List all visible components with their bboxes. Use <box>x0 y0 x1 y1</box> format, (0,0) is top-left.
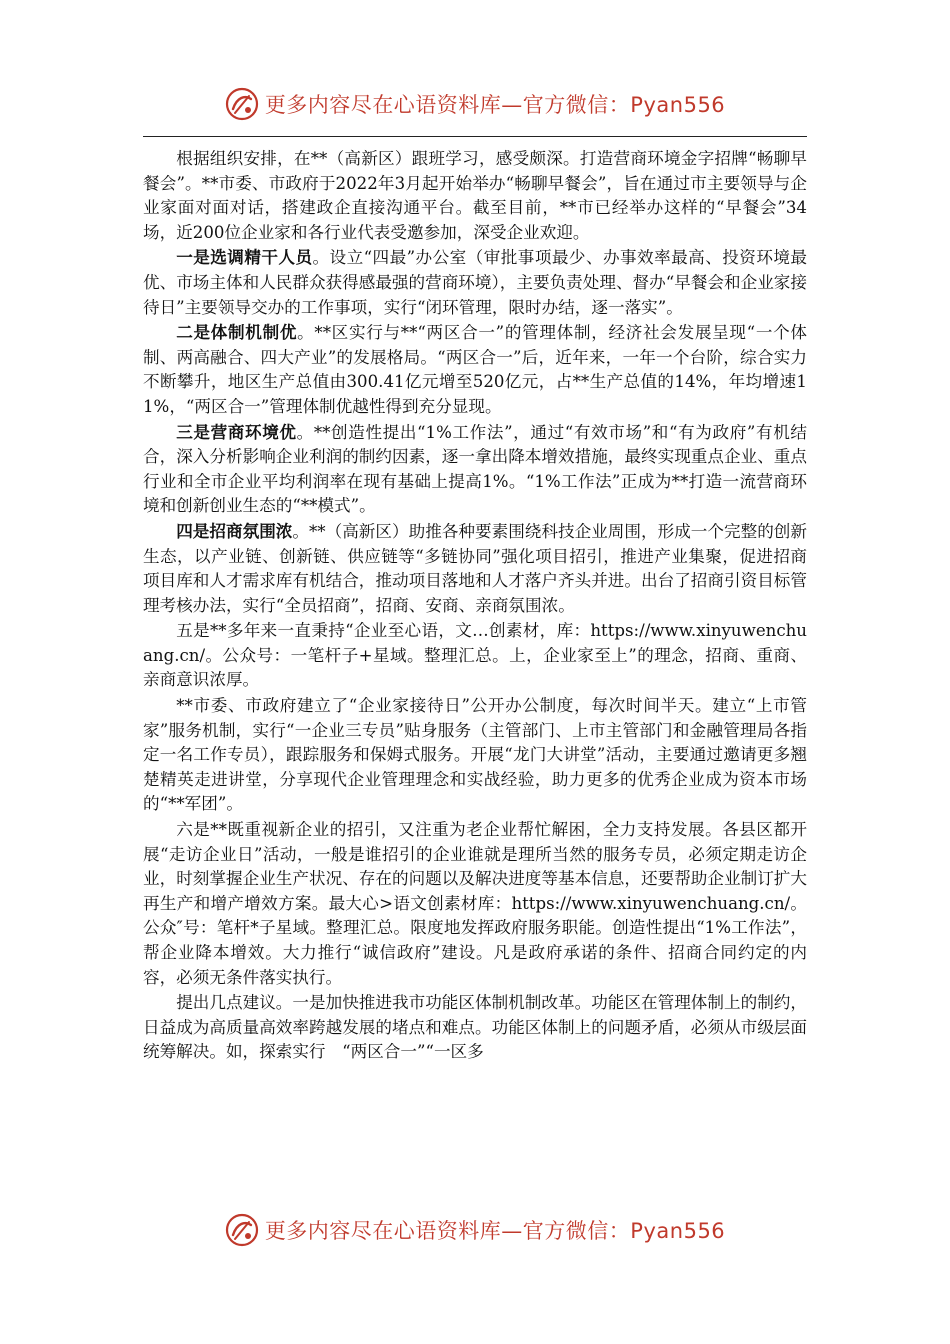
header-divider <box>143 136 807 137</box>
paragraph-heading: 四是招商氛围浓 <box>176 520 293 541</box>
footer-banner-text: 更多内容尽在心语资料库—官方微信：Pyan556 <box>264 1219 726 1243</box>
header-banner-text: 更多内容尽在心语资料库—官方微信：Pyan556 <box>264 93 726 117</box>
paragraph-point-3: 三是营商环境优。**创造性提出“1%工作法”，通过“有效市场”和“有为政府”有机结合，深入分析影响企业利润的制约因素，逐一拿出降本增效措施，最终实现重点企业、重点行业和全市企业平均利润率在现有基础上提高1%。“1%工作法”正成为**打造一流营商环境和创新创业生态的“**模式”。 <box>143 421 807 516</box>
paragraph-point-6: 六是**既重视新企业的招引，又注重为老企业帮忙解困，全力支持发展。各县区都开展“走访企业日”活动，一般是谁招引的企业谁就是理所当然的服务专员，必须定期走访企业，时刻掌握企业生产状况、存在的问题以及解决进度等基本信息，还要帮助企业制订扩大再生产和增产增效方案。最大心>语文创素材库：https://www.xinyuwenchuang.cn/。公众″号：笔杆*子星域。整理汇总。限度地发挥政府服务职能。创造性提出“1%工作法”，帮企业降本增效。大力推行“诚信政府”建设。凡是政府承诺的条件、招商合同约定的内容，必须无条件落实执行。 <box>143 820 807 987</box>
paragraph-heading: 一是选调精干人员 <box>176 247 313 268</box>
paragraph-point-4: 四是招商氛围浓。**（高新区）助推各种要素围绕科技企业周围，形成一个完整的创新生态，以产业链、创新链、供应链等“多链协同”强化项目招引，推进产业集聚，促进招商项目库和人才需求库有机结合，推动项目落地和人才落户齐头并进。出台了招商引资目标管理考核办法，实行“全员招商”，招商、安商、亲商氛围浓。 <box>143 520 807 615</box>
paragraph-point-1: 一是选调精干人员。设立“四最”办公室（审批事项最少、办事效率最高、投资环境最优、市场主体和人民群众获得感最强的营商环境），主要负责处理、督办“早餐会和企业家接待日”主要领导交办的工作事项，实行“闭环管理，限时办结，逐一落实”。 <box>143 247 807 317</box>
paragraph-point-2: 二是体制机制优。**区实行与**“两区合一”的管理体制，经济社会发展呈现“一个体制、两高融合、四大产业”的发展格局。“两区合一”后，近年来，一年一个台阶，综合实力不断攀升，地区生产总值由300.41亿元增至520亿元，占**生产总值的14%，年均增速11%，“两区合一”管理体制优越性得到充分显现。 <box>143 322 807 416</box>
paragraph-suggestions: 提出几点建议。一是加快推进我市功能区体制机制改革。功能区在管理体制上的制约，日益成为高质量高效率跨越发展的堵点和难点。功能区体制上的问题矛盾，必须从市级层面统筹解决。如，探索实行 “两区合一”“一区多 <box>143 993 807 1062</box>
document-body <box>143 146 807 1065</box>
paragraph-point-5: 五是**多年来一直秉持“企业至心语，文…创素材，库：https://www.xinyuwenchuang.cn/。公众号：一笔杆子+星域。整理汇总。上，企业家至上”的理念，招商、重商、亲商意识浓厚。 <box>143 621 807 690</box>
calligraphy-seal-logo-icon <box>225 87 259 121</box>
paragraph-heading: 三是营商环境优 <box>176 421 297 442</box>
paragraph-heading: 二是体制机制优 <box>176 322 298 343</box>
paragraph-intro: 根据组织安排，在**（高新区）跟班学习，感受颇深。打造营商环境金字招牌“畅聊早餐会”。**市委、市政府于2022年3月起开始举办“畅聊早餐会”，旨在通过市主要领导与企业家面对面对话，搭建政企直接沟通平台。截至目前，**市已经举办这样的“早餐会”34场，近200位企业家和各行业代表受邀参加，深受企业欢迎。 <box>143 149 807 242</box>
paragraph-reception-day: **市委、市政府建立了“企业家接待日”公开办公制度，每次时间半天。建立“上市管家”服务机制，实行“一企业三专员”贴身服务（主管部门、上市主管部门和金融管理局各指定一名工作专员），跟踪服务和保姆式服务。开展“龙门大讲堂”活动，主要通过邀请更多翘楚精英走进讲堂，分享现代企业管理理念和实战经验，助力更多的优秀企业成为资本市场的“**军团”。 <box>143 696 807 814</box>
header-banner <box>0 82 950 126</box>
calligraphy-seal-logo-icon <box>225 1213 259 1247</box>
footer-banner <box>0 1208 950 1252</box>
